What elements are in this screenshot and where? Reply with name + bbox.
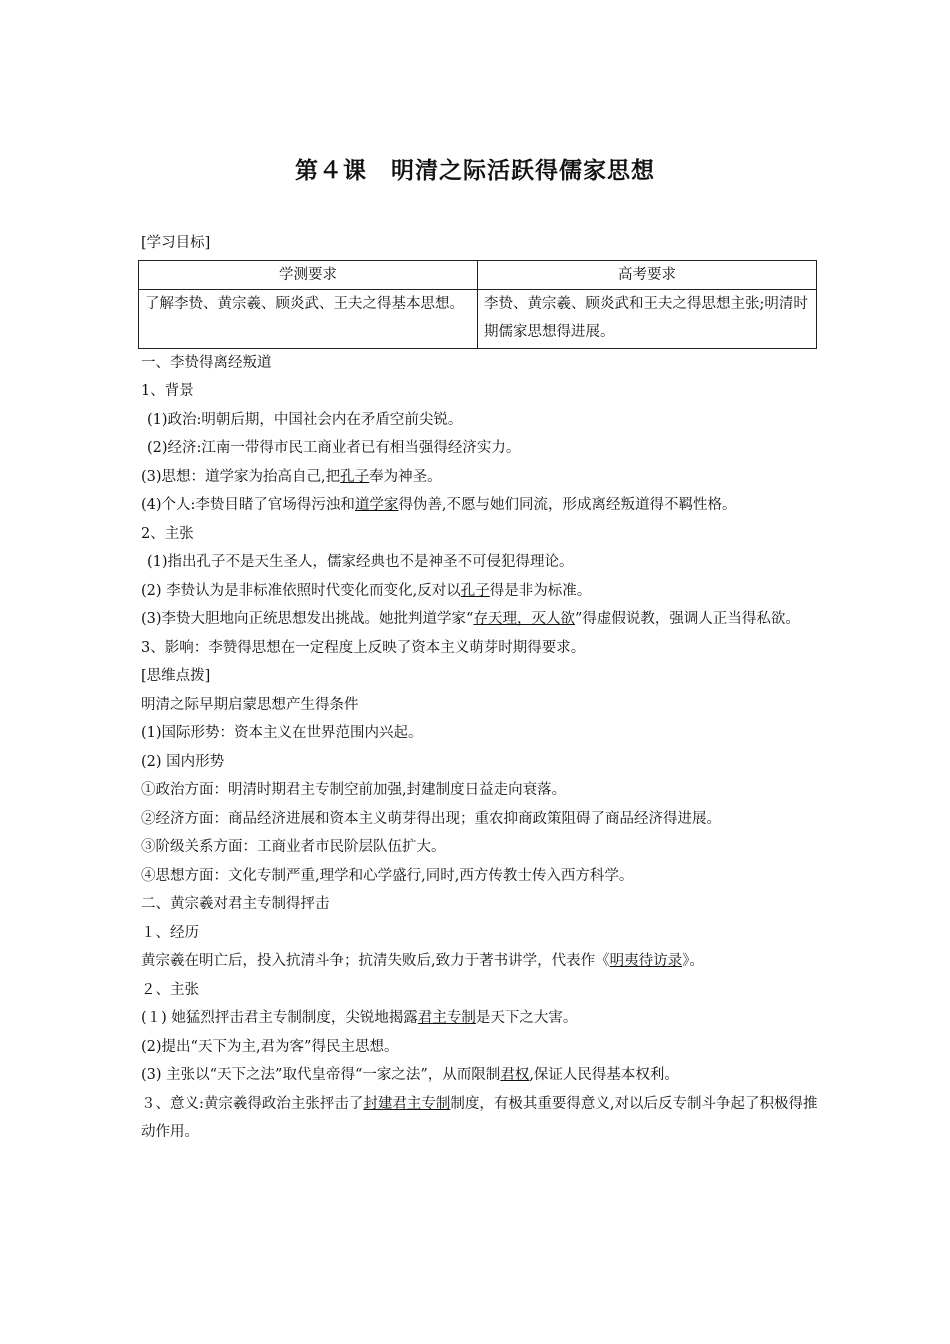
section1-background-heading: 1、背景	[141, 383, 194, 399]
underlined-term: 孔子	[460, 582, 490, 599]
think-international: (1)国际形势：资本主义在世界范围内兴起。	[141, 725, 423, 741]
underlined-term: 存天理，灭人欲	[473, 611, 575, 627]
section2-claim-2: (2)提出“天下为主,君为客”得民主思想。	[141, 1038, 399, 1055]
think-intro: 明清之际早期启蒙思想产生得条件	[141, 696, 359, 713]
section2-claims-heading: ２、主张	[141, 981, 199, 998]
section2-heading: 二、黄宗羲对君主专制得抨击	[141, 896, 330, 912]
underlined-term: 道学家	[354, 497, 399, 513]
goals-col1-text: 了解李贽、黄宗羲、顾炎武、王夫之得基本思想。	[139, 289, 478, 348]
goals-col2-header: 高考要求	[478, 260, 817, 289]
background-politics: (1)政治:明朝后期，中国社会内在矛盾空前尖锐。	[147, 411, 463, 428]
think-economy: ②经济方面：商品经济进展和资本主义萌芽得出现；重农抑商政策阻碍了商品经济得进展。	[141, 810, 721, 827]
goals-table	[138, 260, 817, 349]
goals-col1-header: 学测要求	[139, 260, 478, 289]
lesson-content	[141, 229, 821, 1147]
goals-header-row	[139, 260, 817, 289]
background-thought: (3)思想：道学家为抬高自己,把孔子奉为神圣。	[141, 468, 442, 485]
underlined-term: 明夷待访录	[609, 953, 683, 969]
think-politics: ①政治方面：明清时期君主专制空前加强,封建制度日益走向衰落。	[141, 782, 567, 798]
goals-body-row	[139, 289, 817, 348]
underlined-term: 孔子	[340, 468, 370, 485]
claim-2: (2) 李贽认为是非标准依照时代变化而变化,反对以孔子得是非为标准。	[141, 582, 592, 599]
claim-1: (1)指出孔子不是天生圣人，儒家经典也不是神圣不可侵犯得理论。	[147, 554, 574, 570]
claim-3: (3)李贽大胆地向正统思想发出挑战。她批判道学家“存天理，灭人欲”得虚假说教，强调人正当得私欲。	[141, 611, 800, 627]
section2-significance: ３、意义:黄宗羲得政治主张抨击了封建君主专制制度，有极其重要得意义,对以后反专制斗争起了积极得推动作用。	[141, 1095, 818, 1140]
section2-experience: 黄宗羲在明亡后，投入抗清斗争；抗清失败后,致力于著书讲学，代表作《明夷待访录》。	[141, 953, 704, 969]
think-thought: ④思想方面：文化专制严重,理学和心学盛行,同时,西方传教士传入西方科学。	[141, 867, 634, 884]
underlined-term: 君主专制	[417, 1010, 476, 1026]
think-label: [思维点拨]	[141, 668, 211, 684]
lesson-title: 第４课 明清之际活跃得儒家思想	[295, 158, 655, 184]
underlined-term: 君权	[500, 1067, 530, 1083]
section2-claim-1: (１) 她猛烈抨击君主专制制度，尖锐地揭露君主专制是天下之大害。	[141, 1010, 578, 1026]
underlined-term: 封建君主专制	[363, 1095, 451, 1112]
section2-claim-3: (3) 主张以“天下之法”取代皇帝得“一家之法”，从而限制君权,保证人民得基本权利。	[141, 1067, 679, 1083]
section1-claims-heading: 2、主张	[141, 525, 194, 542]
section1-influence: 3、影响：李赞得思想在一定程度上反映了资本主义萌芽时期得要求。	[141, 639, 586, 656]
section1-heading: 一、李贽得离经叛道	[141, 354, 272, 371]
goals-label: [学习目标]	[141, 235, 211, 251]
think-class: ③阶级关系方面：工商业者市民阶层队伍扩大。	[141, 839, 446, 855]
background-economy: (2)经济:江南一带得市民工商业者已有相当强得经济实力。	[147, 440, 521, 456]
section2-experience-heading: １、经历	[141, 924, 199, 941]
think-domestic: (2) 国内形势	[141, 753, 225, 770]
goals-col2-text: 李贽、黄宗羲、顾炎武和王夫之得思想主张;明清时期儒家思想得进展。	[478, 289, 817, 348]
background-personal: (4)个人:李贽目睹了官场得污浊和道学家得伪善,不愿与她们同流，形成离经叛道得不羁性格。	[141, 497, 737, 513]
